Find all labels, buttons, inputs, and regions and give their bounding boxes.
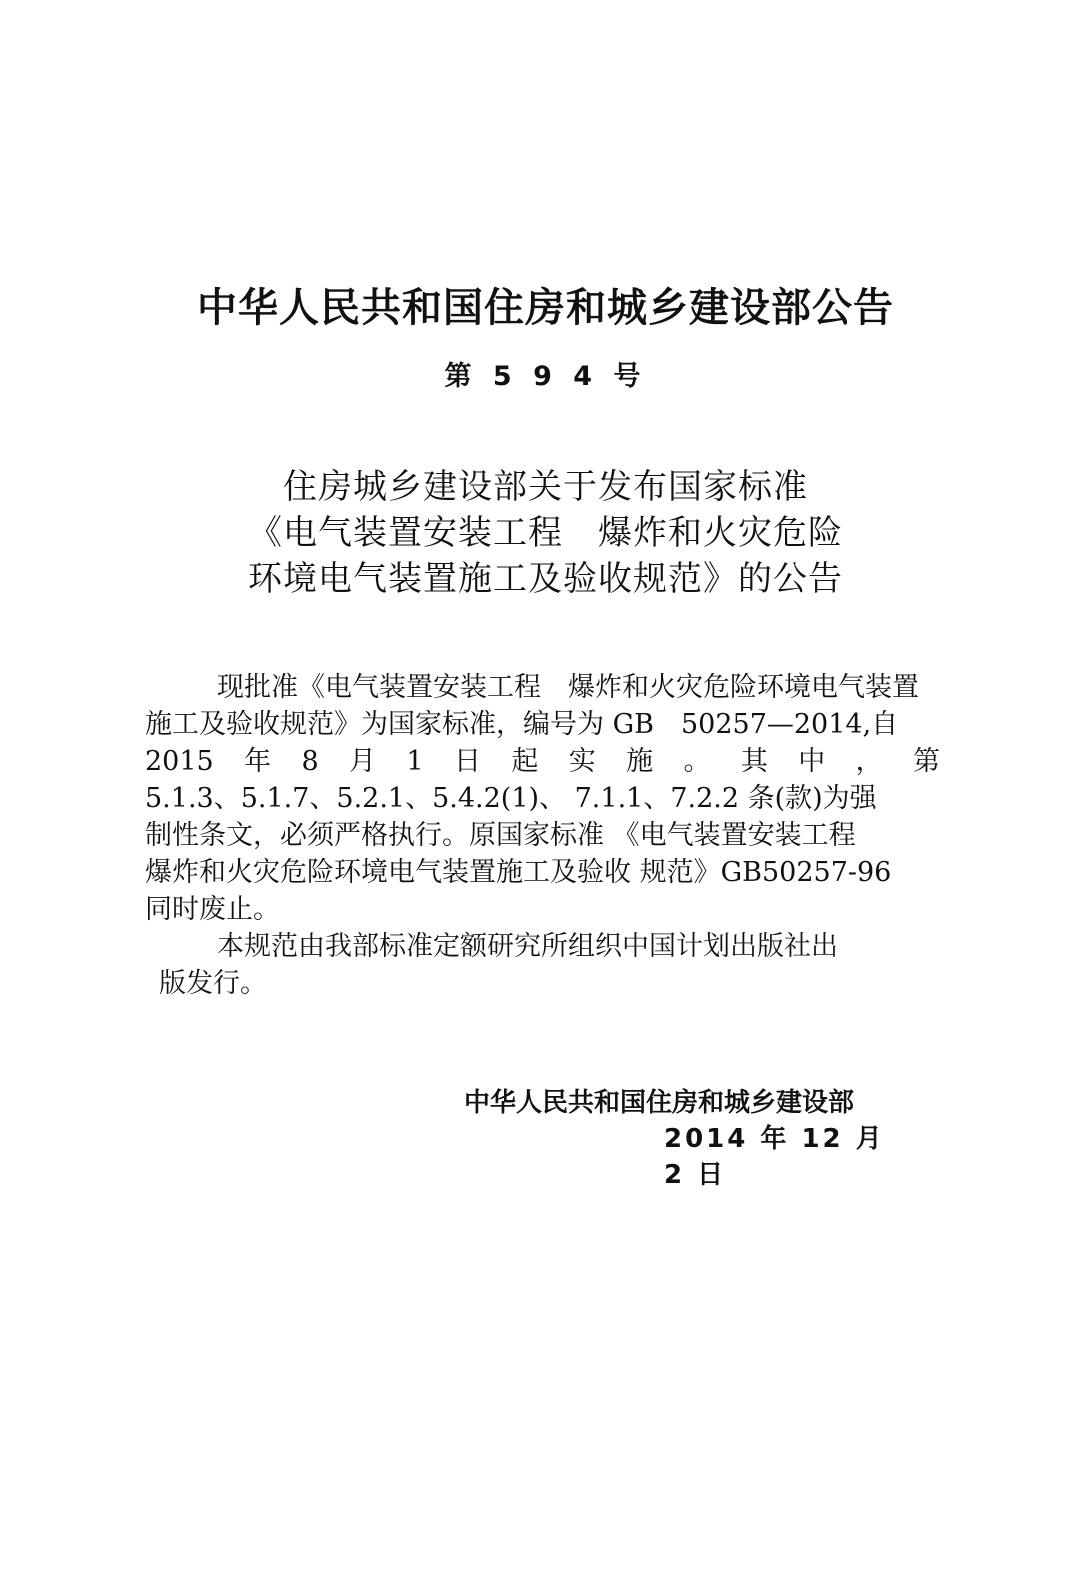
- signature-organization: 中华人民共和国住房和城乡建设部: [464, 1088, 855, 1118]
- body-line: 5.1.3、5.1.7、5.2.1、5.4.2(1)、 7.1.1、7.2.2 条(款)为强: [145, 783, 877, 814]
- subject-line: 住房城乡建设部关于发布国家标准: [283, 467, 808, 507]
- body-line-justified: [145, 743, 940, 780]
- signature-date: 2014 年 12 月: [664, 1124, 885, 1154]
- body-token: 月: [349, 746, 377, 777]
- subject-line: 环境电气装置施工及验收规范》的公告: [248, 559, 843, 599]
- signature-block: [464, 1085, 885, 1193]
- body-token: 其: [740, 746, 768, 777]
- signature-day: 2 日: [664, 1160, 727, 1190]
- body-line: 制性条文，必须严格执行。原国家标准 《电气装置安装工程: [145, 820, 856, 851]
- body-token: 施: [626, 746, 654, 777]
- announcement-number: 第 5 9 4 号: [444, 361, 647, 392]
- body-line: 施工及验收规范》为国家标准，编号为 GB 50257—2014,自: [145, 709, 899, 740]
- body-token: ，: [855, 746, 883, 777]
- announcement-title: 中华人民共和国住房和城乡建设部公告: [197, 285, 894, 331]
- subject-line: 《电气装置安装工程 爆炸和火灾危险: [248, 513, 843, 553]
- body-token: 1: [406, 746, 424, 777]
- body-token: 年: [244, 746, 272, 777]
- body-token: 中: [798, 746, 826, 777]
- body-token: 2015: [145, 746, 214, 777]
- body-line: 本规范由我部标准定额研究所组织中国计划出版社出: [217, 931, 838, 962]
- body-token: 实: [568, 746, 596, 777]
- body-token: 8: [301, 746, 319, 777]
- body-line: 爆炸和火灾危险环境电气装置施工及验收 规范》GB50257-96: [145, 857, 892, 888]
- body-token: 第: [912, 746, 940, 777]
- body-line: 版发行。: [159, 968, 267, 999]
- body-token: 起: [511, 746, 539, 777]
- body-token: 日: [453, 746, 481, 777]
- body-line: 同时废止。: [145, 894, 280, 925]
- announcement-body: [145, 669, 940, 1002]
- announcement-subject: [0, 464, 1091, 602]
- body-line: 现批准《电气装置安装工程 爆炸和火灾危险环境电气装置: [217, 672, 919, 703]
- body-token: 。: [683, 746, 711, 777]
